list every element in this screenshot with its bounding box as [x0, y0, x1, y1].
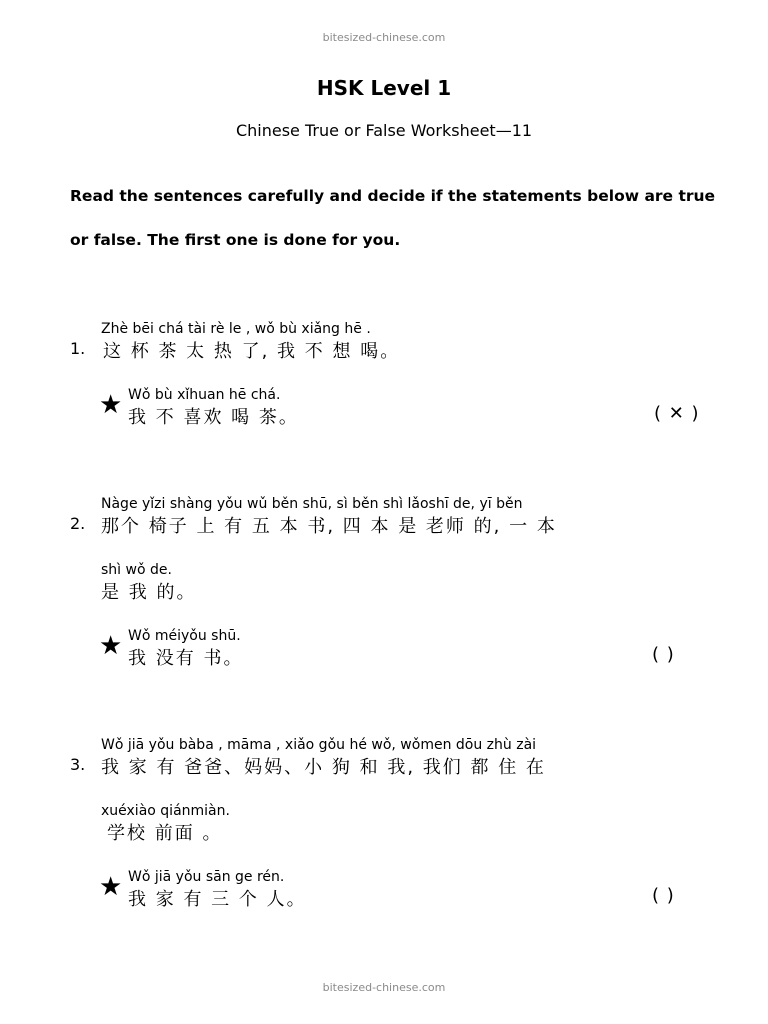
instructions-line-2: or false. The first one is done for you. — [70, 231, 401, 249]
q2-star-icon: ★ — [99, 631, 123, 661]
q3-pinyin-line-2: xuéxiào qiánmiàn. — [101, 803, 230, 819]
q3-hanzi-line-2: 学校 前面 。 — [107, 823, 223, 844]
q1-star-icon: ★ — [99, 390, 123, 420]
q2-number: 2. — [70, 514, 86, 533]
q3-statement-pinyin: Wǒ jiā yǒu sān ge rén. — [128, 869, 285, 885]
page-subtitle: Chinese True or False Worksheet—11 — [235, 121, 533, 140]
q3-star-icon: ★ — [99, 872, 123, 902]
header-site-url: bitesized-chinese.com — [322, 31, 446, 44]
q1-pinyin-line-1: Zhè bēi chá tài rè le , wǒ bù xiǎng hē . — [101, 321, 371, 337]
q3-pinyin-line-1: Wǒ jiā yǒu bàba , māma , xiǎo gǒu hé wǒ, wǒmen dōu zhù zài — [101, 737, 537, 753]
q1-number: 1. — [70, 339, 86, 358]
q2-pinyin-line-2: shì wǒ de. — [101, 562, 172, 578]
q1-statement-hanzi: 我 不 喜欢 喝 茶。 — [128, 407, 299, 428]
q1-hanzi-line-1: 这 杯 茶 太 热 了, 我 不 想 喝。 — [103, 341, 401, 362]
page-title: HSK Level 1 — [316, 76, 452, 100]
q3-answer-box[interactable]: ( ) — [652, 885, 675, 906]
instructions-line-1: Read the sentences carefully and decide if the statements below are true — [70, 187, 716, 205]
q3-hanzi-line-1: 我 家 有 爸爸、妈妈、小 狗 和 我, 我们 都 住 在 — [101, 757, 546, 778]
q2-statement-pinyin: Wǒ méiyǒu shū. — [128, 628, 241, 644]
q3-statement-hanzi: 我 家 有 三 个 人。 — [128, 889, 307, 910]
q2-hanzi-line-2: 是 我 的。 — [101, 582, 197, 603]
footer-site-url: bitesized-chinese.com — [322, 981, 446, 994]
q3-number: 3. — [70, 755, 86, 774]
q1-statement-pinyin: Wǒ bù xǐhuan hē chá. — [128, 387, 281, 403]
q2-hanzi-line-1: 那个 椅子 上 有 五 本 书, 四 本 是 老师 的, 一 本 — [101, 516, 557, 537]
q1-answer-box[interactable]: ( ✕ ) — [654, 403, 700, 424]
q2-answer-box[interactable]: ( ) — [652, 644, 675, 665]
q2-pinyin-line-1: Nàge yǐzi shàng yǒu wǔ běn shū, sì běn shì lǎoshī de, yī běn — [101, 496, 523, 512]
q2-statement-hanzi: 我 没有 书。 — [128, 648, 244, 669]
